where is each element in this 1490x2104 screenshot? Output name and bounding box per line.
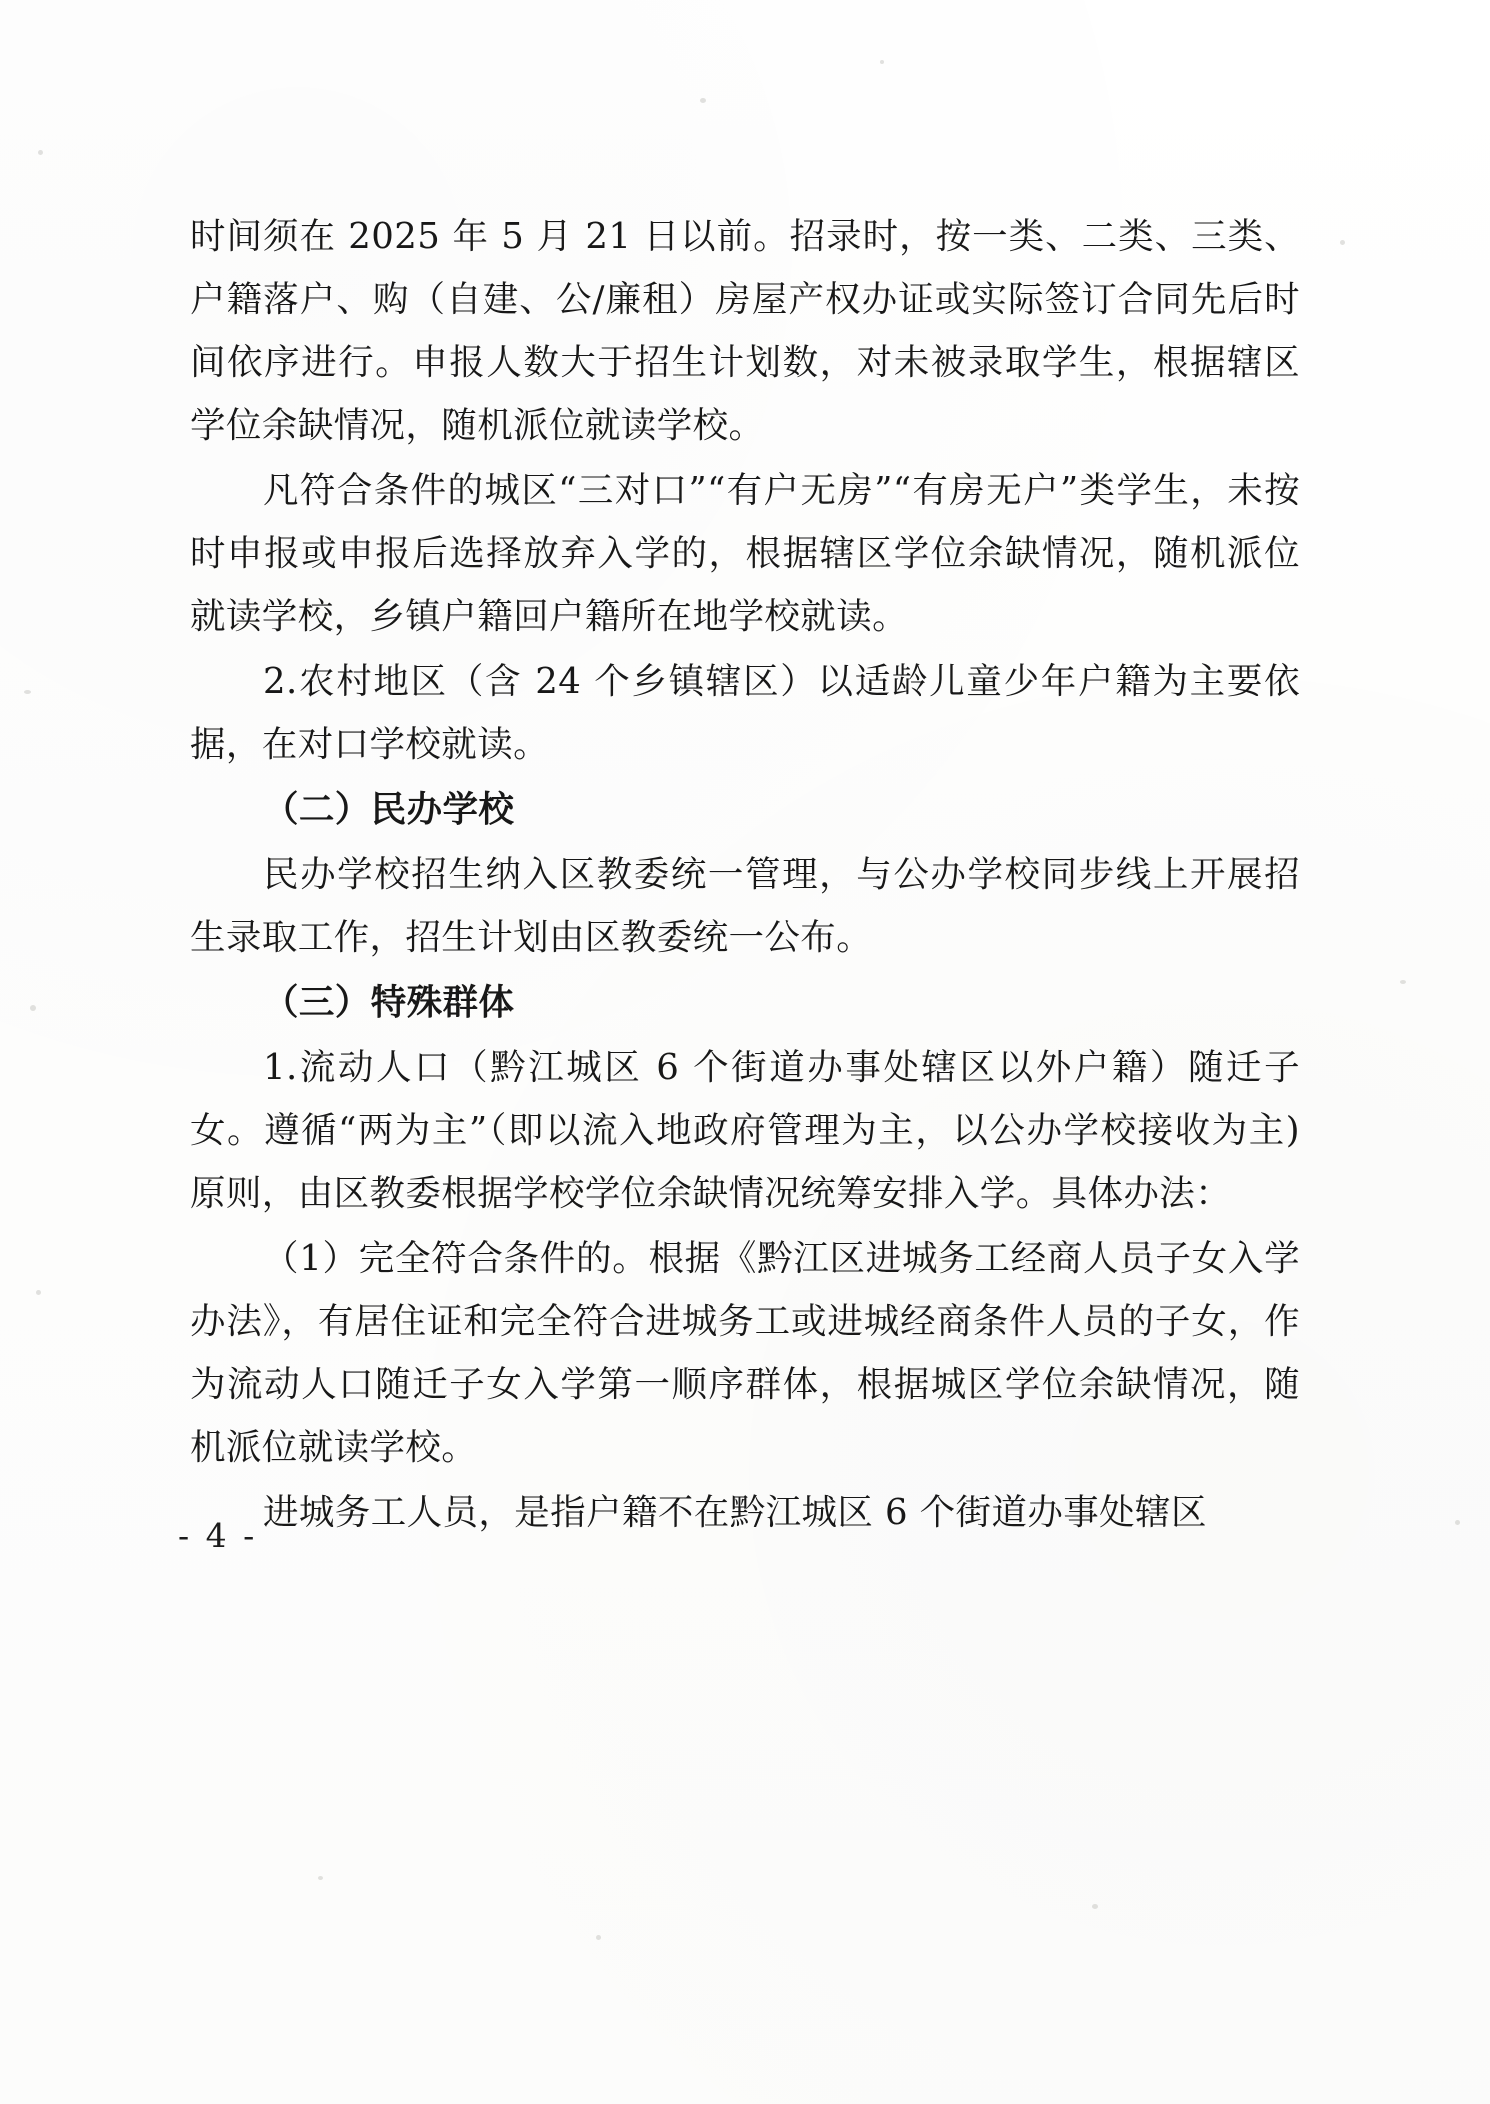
scan-speck — [36, 1290, 41, 1295]
section-heading: （二）民办学校 — [263, 789, 515, 830]
paragraph: 进城务工人员，是指户籍不在黔江城区 6 个街道办事处辖区 — [263, 1492, 1207, 1533]
paragraph: （1）完全符合条件的。根据《黔江区进城务工经商人员子女入学办法》，有居住证和完全符合进城务工或进城经商条件人员的子女，作为流动人口随迁子女入学第一顺序群体，根据城区学位余缺情况，随机派位就读学校。 — [190, 1238, 1300, 1468]
scan-speck — [30, 1005, 36, 1011]
scan-speck — [1340, 240, 1345, 245]
scan-speck — [24, 690, 31, 694]
paragraph: 凡符合条件的城区“三对口”“有户无房”“有房无户”类学生，未按时申报或申报后选择放弃入学的，根据辖区学位余缺情况，随机派位就读学校，乡镇户籍回户籍所在地学校就读。 — [190, 470, 1300, 637]
page-number: - 4 - — [178, 1516, 258, 1555]
scan-speck — [318, 1876, 323, 1880]
scan-speck — [880, 60, 884, 64]
scan-speck — [700, 98, 706, 103]
document-body — [190, 205, 1300, 1546]
scan-speck — [1400, 980, 1406, 984]
scan-speck — [596, 1935, 601, 1940]
paragraph: 2.农村地区（含 24 个乡镇辖区）以适龄儿童少年户籍为主要依据，在对口学校就读。 — [190, 661, 1300, 765]
paragraph: 民办学校招生纳入区教委统一管理，与公办学校同步线上开展招生录取工作，招生计划由区教委统一公布。 — [190, 854, 1300, 958]
scan-speck — [1455, 1520, 1460, 1525]
scan-speck — [1092, 1904, 1098, 1909]
scan-speck — [38, 150, 43, 155]
section-heading: （三）特殊群体 — [263, 982, 515, 1023]
paragraph: 时间须在 2025 年 5 月 21 日以前。招录时，按一类、二类、三类、户籍落户、购（自建、公/廉租）房屋产权办证或实际签订合同先后时间依序进行。申报人数大于招生计划数，对未被录取学生，根据辖区学位余缺情况，随机派位就读学校。 — [190, 216, 1300, 446]
paragraph: 1.流动人口（黔江城区 6 个街道办事处辖区以外户籍）随迁子女。遵循“两为主”（即以流入地政府管理为主，以公办学校接收为主)原则，由区教委根据学校学位余缺情况统筹安排入学。具体办法： — [190, 1047, 1300, 1214]
